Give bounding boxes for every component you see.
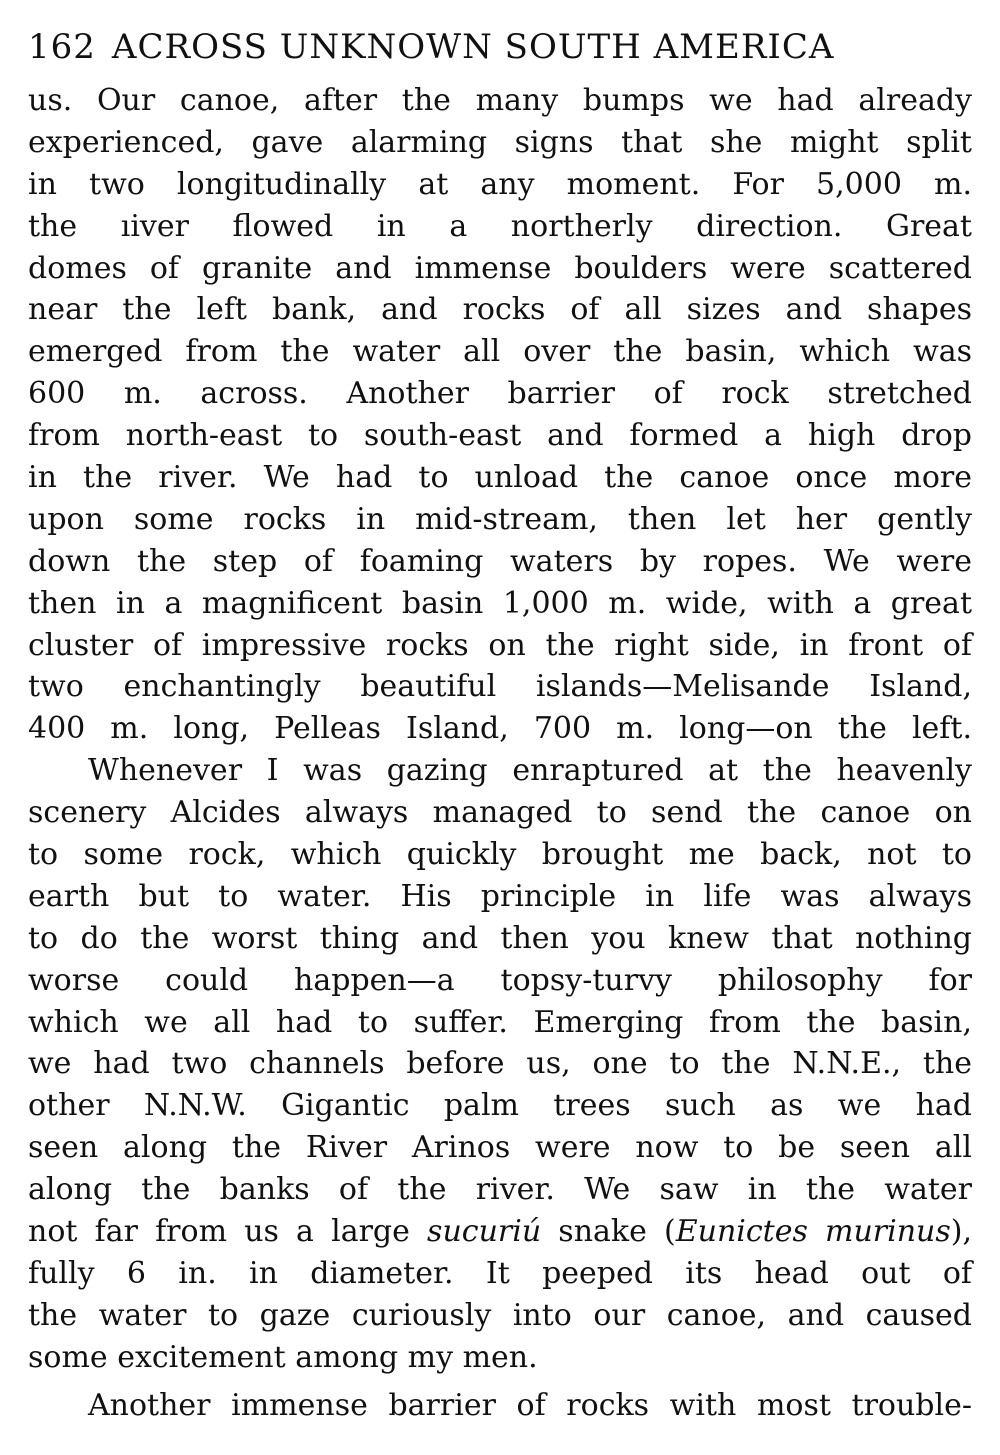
text-line: other N.N.W. Gigantic palm trees such as we had: [28, 1088, 972, 1124]
text-line: domes of granite and immense boulders were scattered: [28, 250, 972, 286]
text-segment: snake (: [541, 1214, 676, 1250]
paragraph-1: [28, 80, 972, 750]
text-line: to do the worst thing and then you knew that nothing: [28, 920, 972, 956]
text-line: Another immense barrier of rocks with most trouble-: [88, 1387, 972, 1423]
running-title: ACROSS UNKNOWN SOUTH AMERICA: [111, 27, 835, 67]
text-line: two enchantingly beautiful islands—Melisande Island,: [28, 669, 972, 705]
local-name-italic: sucuriú: [427, 1214, 542, 1250]
text-line: 400 m. long, Pelleas Island, 700 m. long—on the left.: [28, 711, 972, 747]
book-page: [28, 22, 972, 1427]
text-line: cluster of impressive rocks on the right side, in front of: [28, 627, 972, 663]
scientific-name-italic: Eunictes murinus: [675, 1214, 951, 1250]
body-text: [28, 80, 972, 1427]
text-line: some excitement among my men.: [28, 1339, 538, 1375]
text-line: we had two channels before us, one to the N.N.E., the: [28, 1046, 972, 1082]
text-line: from north-east to south-east and formed a high drop: [28, 418, 972, 454]
text-line: in two longitudinally at any moment. For 5,000 m.: [28, 166, 972, 202]
text-line: emerged from the water all over the basin, which was: [28, 334, 972, 370]
text-line: the water to gaze curiously into our canoe, and caused: [28, 1297, 972, 1333]
text-line: the ıiver flowed in a northerly direction. Great: [28, 208, 972, 244]
text-segment: ),: [950, 1214, 973, 1250]
text-line: to some rock, which quickly brought me back, not to: [28, 837, 972, 873]
text-line: upon some rocks in mid-stream, then let her gently: [28, 501, 972, 537]
text-line: Whenever I was gazing enraptured at the heavenly: [88, 753, 972, 789]
text-line: worse could happen—a topsy-turvy philosophy for: [28, 962, 972, 998]
paragraph-3: [28, 1385, 972, 1427]
text-line: along the banks of the river. We saw in the water: [28, 1172, 972, 1208]
paragraph-2: [28, 750, 972, 1378]
text-line: then in a magnificent basin 1,000 m. wide, with a great: [28, 585, 972, 621]
text-line: earth but to water. His principle in life was always: [28, 878, 972, 914]
text-segment: not far from us a large: [28, 1214, 428, 1250]
text-line: down the step of foaming waters by ropes. We were: [28, 543, 972, 579]
text-line: which we all had to suffer. Emerging from the basin,: [28, 1004, 972, 1040]
text-line: us. Our canoe, after the many bumps we had already: [28, 83, 972, 118]
text-line: in the river. We had to unload the canoe once more: [28, 460, 972, 496]
text-line: 600 m. across. Another barrier of rock stretched: [28, 376, 972, 412]
text-line: seen along the River Arinos were now to be seen all: [28, 1130, 972, 1166]
running-header: [28, 22, 972, 80]
page-number: 162: [28, 27, 96, 67]
text-line: near the left bank, and rocks of all sizes and shapes: [28, 292, 972, 328]
text-line-snake: [28, 1211, 972, 1253]
text-line: fully 6 in. in diameter. It peeped its head out of: [28, 1255, 972, 1291]
text-line: experienced, gave alarming signs that she might split: [28, 124, 972, 160]
text-line: scenery Alcides always managed to send the canoe on: [28, 795, 972, 831]
